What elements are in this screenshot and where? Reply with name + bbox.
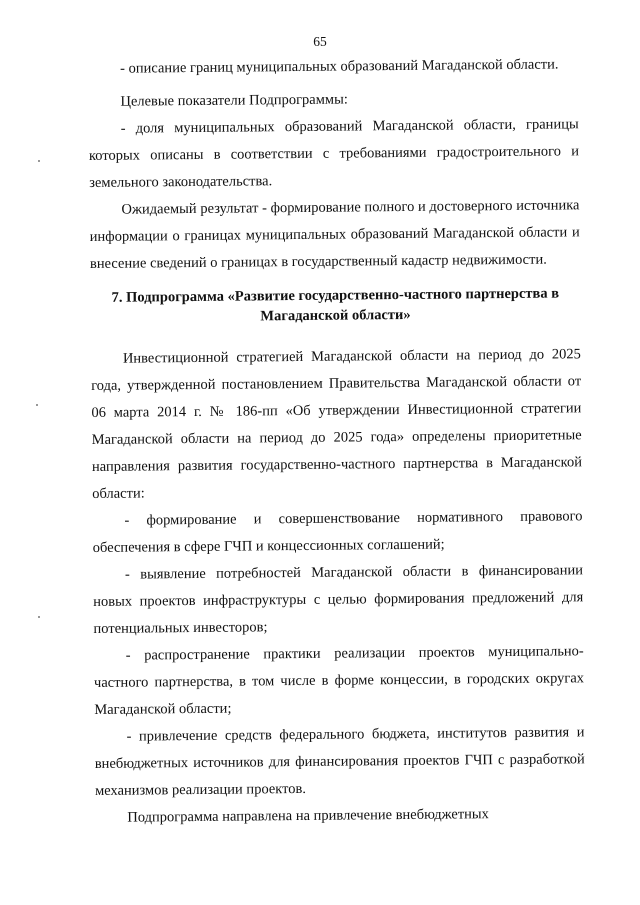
paragraph-subprogram-direction: Подпрограмма направлена на привлечение внебюджетных [127,806,489,826]
paragraph-expected-result: Ожидаемый результат - формирование полного и достоверного источника информации о границах муниципальных образований Магаданской области и внесение сведений о границах в государственный кадастр недвижимости. [89,197,580,272]
scan-speck [38,160,40,162]
list-item-regulation: - формирование и совершенствование нормативного правового обеспечения в сфере ГЧП и концессионных соглашений; [92,508,583,556]
section-heading: 7. Подпрограмма «Развитие государственно-частного партнерства в Магаданской области» [111,285,560,325]
paragraph-investment-strategy: Инвестиционной стратегией Магаданской области на период до 2025 года, утвержденной постановлением Правительства Магаданской области от 06 марта 2014 г. № 186-пп «Об утверждении Инвестиционной стратегии Магаданской области на период до 2025 года» определены приоритетные направления развития государственно-частного партнерства в Магаданской области: [91,346,582,502]
scan-speck [38,616,40,618]
document-body [88,51,585,832]
list-item-practice: - распространение практики реализации проектов муниципально-частного партнерства, в том числе в форме концессии, в городских округах Магаданской области; [93,643,585,718]
paragraph-indicator-share: - доля муниципальных образований Магаданской области, границы которых описаны в соответствии с требованиями градостроительного и земельного законодательства. [88,116,580,191]
page-number: 65 [313,34,327,49]
list-item-funding: - привлечение средств федерального бюджета, институтов развития и внебюджетных источников для финансирования проектов ГЧП с разработкой механизмов реализации проектов. [94,724,585,799]
paragraph-indicators-heading: Целевые показатели Подпрограммы: [120,91,348,110]
paragraph-boundaries-description: - описание границ муниципальных образований Магаданской области. [120,56,559,77]
list-item-needs: - выявление потребностей Магаданской области в финансировании новых проектов инфраструктуры с целью формирования предложений для потенциальных инвесторов; [93,562,584,637]
scan-speck [36,404,38,406]
